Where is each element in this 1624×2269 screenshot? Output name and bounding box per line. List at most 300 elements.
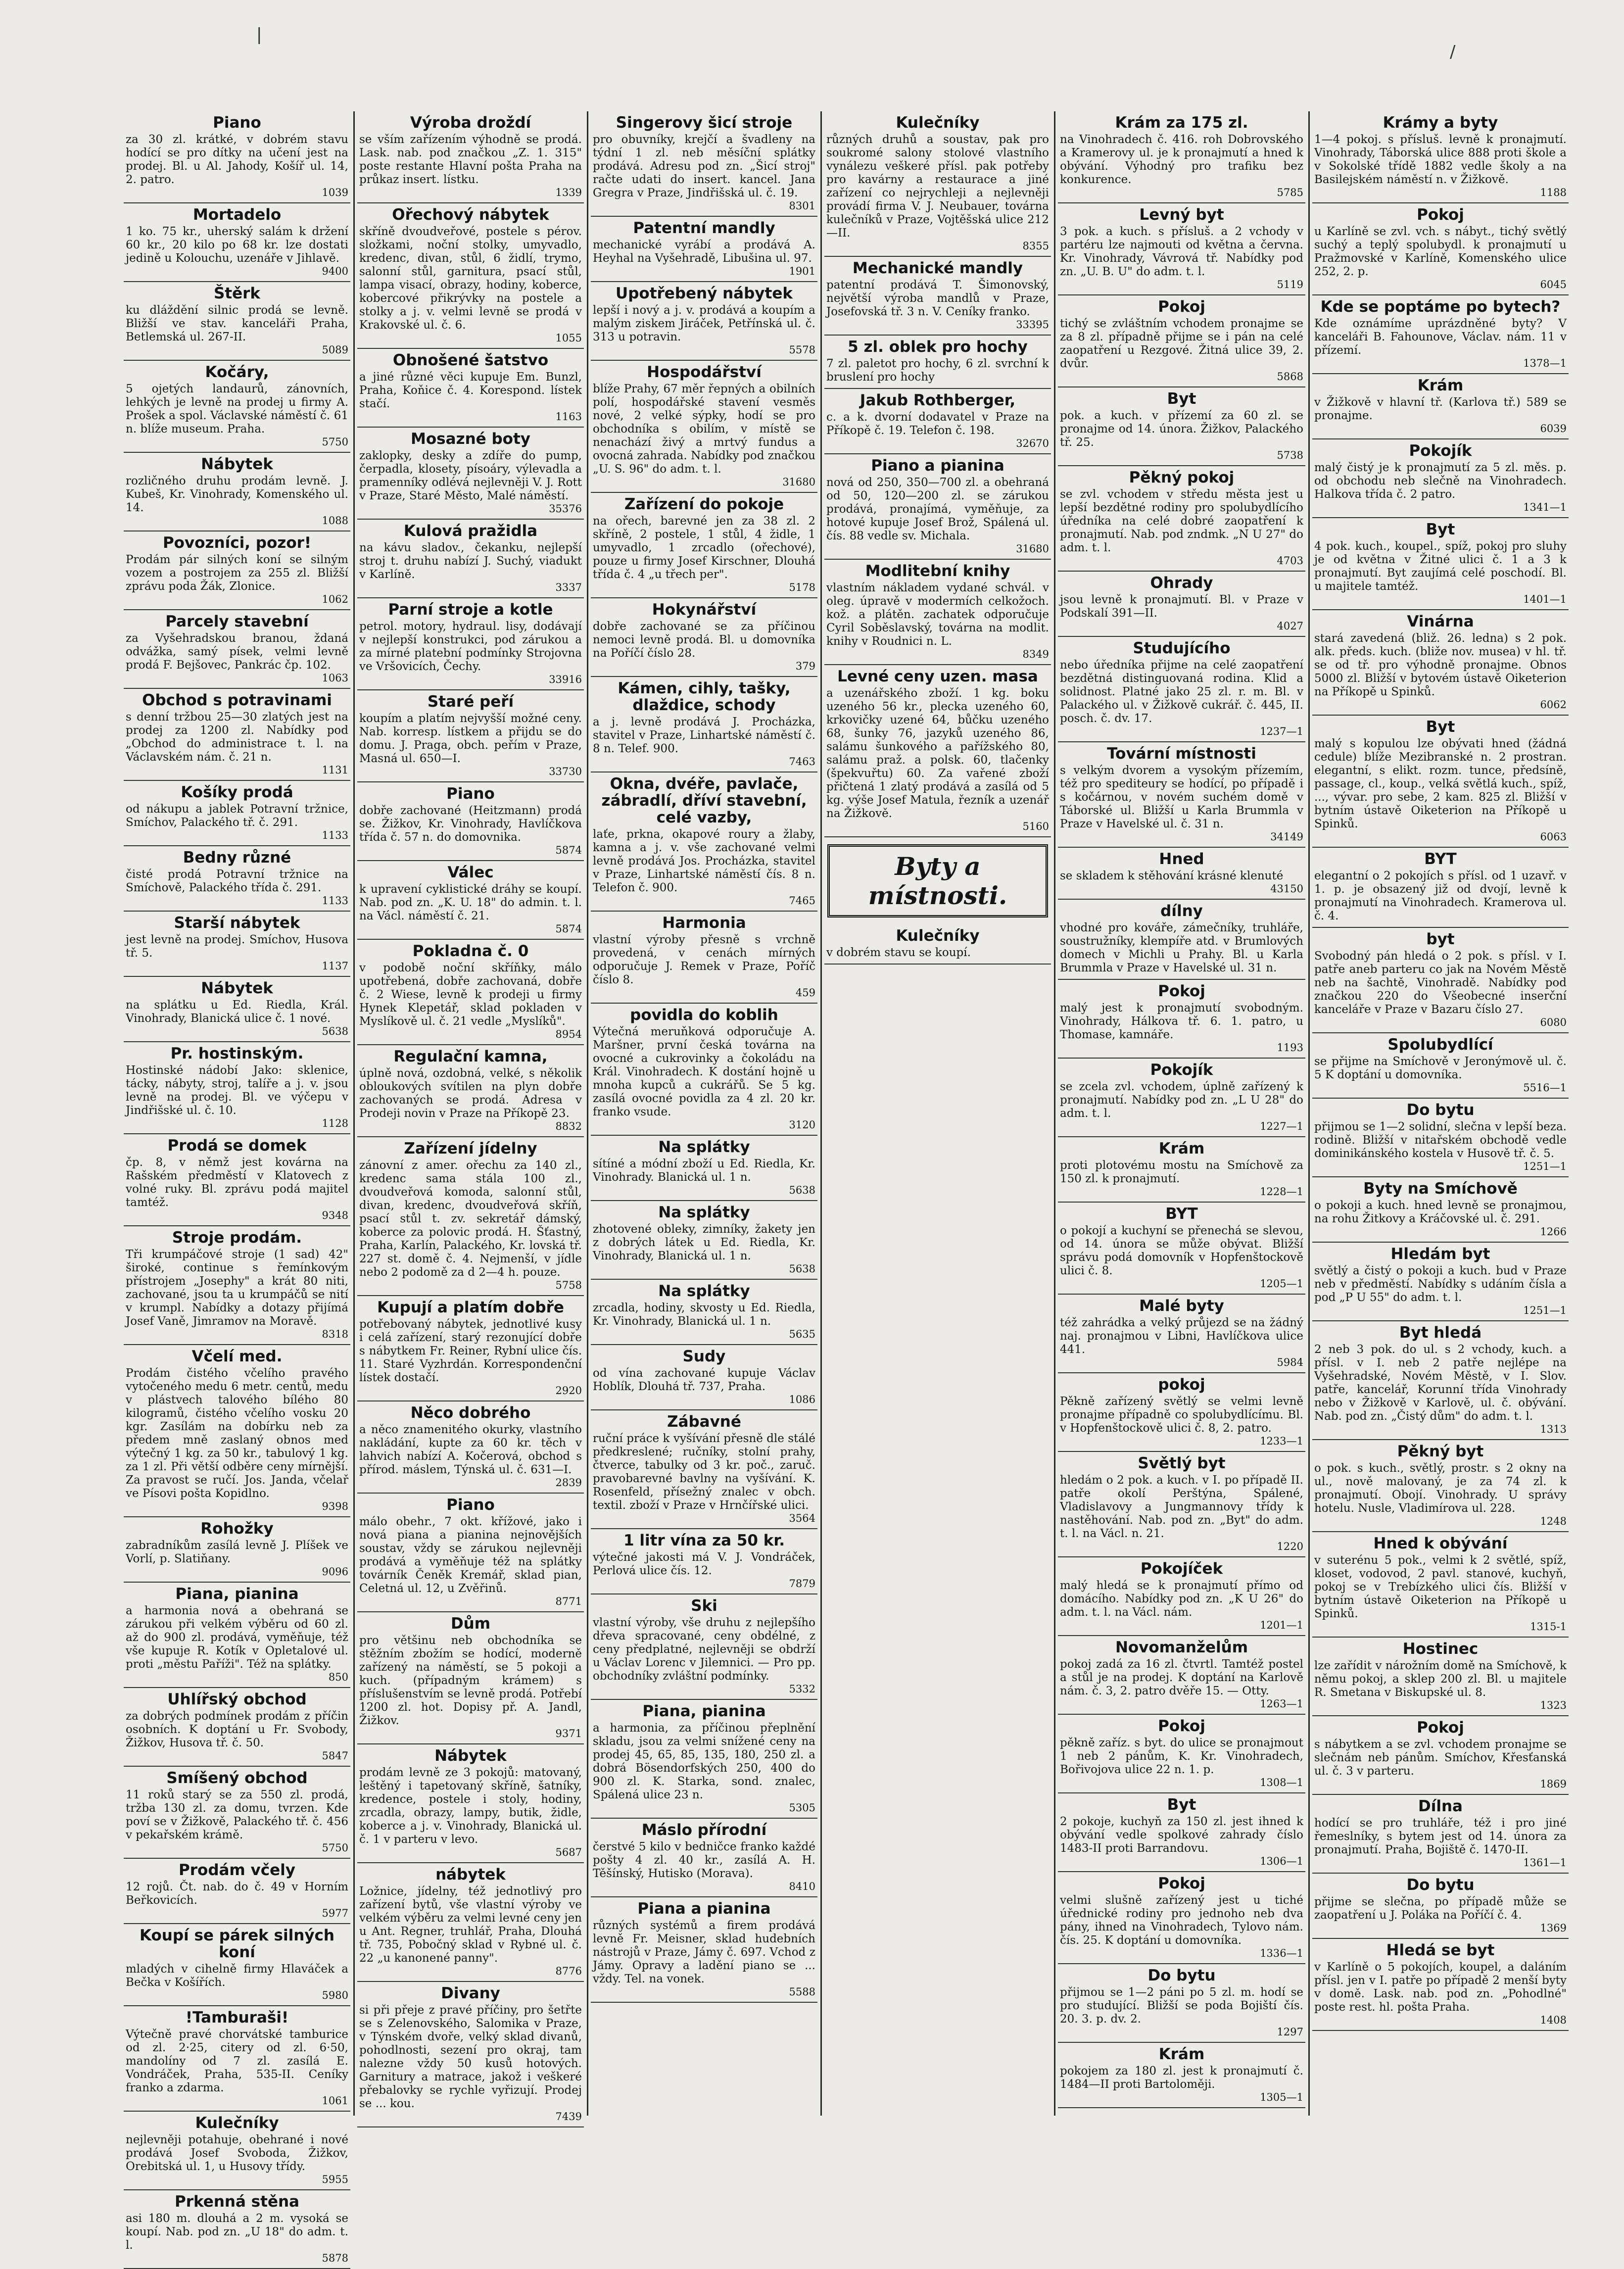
ad-text: hodící se pro truhláře, též i pro jiné řemeslníky, s bytem jest od 14. února za pronajmutí. Praha, Bojiště č. 1470-II. [1314, 1817, 1567, 1856]
column-rule [1054, 111, 1055, 2116]
ad-text: jsou levně k pronajmutí. Bl. v Praze v Podskalí 391—II. [1060, 593, 1303, 620]
classified-ad [1058, 1964, 1305, 2043]
ad-title: Byt [1426, 521, 1455, 538]
ad-text: 7 zl. paletot pro hochy, 6 zl. svrchní k bruslení pro hochy [826, 357, 1049, 384]
ad-text: se zcela zvl. vchodem, úplně zařízený k pronajmutí. Nabídky pod zn. „L U 28" do adm. t. l. [1060, 1080, 1303, 1120]
ad-title: Staré peří [427, 693, 514, 711]
ad-title: Smíšený obchod [166, 1769, 308, 1787]
classified-ad [1058, 742, 1305, 848]
ad-title: Pěkný pokoj [1129, 469, 1235, 486]
ad-text: na ořech, barevné jen za 38 zl. 2 skříně, 2 postele, 1 stůl, 4 židle, 1 umyvadlo, 1 zrcadlo (ořechové), pouze u firmy Josef Kirschner, Dlouhá třída č. 4 „u třech per". [593, 515, 815, 581]
classified-ad [357, 428, 584, 520]
ad-text: ruční práce k vyšívání přesně dle stálé předkreslené; ručníky, stolní prahy, čtverce, tabulky od 3 kr. poč., zaruč. pravobarevné bavlny na vyšívání. K. Rosenfeld, přísežný znalec v obch. textil. zboží v Praze v Hrnčířské ulici. [593, 1432, 815, 1512]
classified-ad [591, 772, 817, 912]
ad-title: Pokoj [1417, 1719, 1464, 1737]
ad-title: Levný byt [1139, 206, 1224, 224]
ad-text: Výtečná meruňková odporučuje A. Maršner, první česká továrna na ovocné a cukrovinky a čokoládu na Král. Vinohradech. K dostání hojně u mnoha kupců a cukrářů. Se 5 kg. zasílá ovocné povidla za 4 zl. 20 kr. franko vsude. [593, 1025, 815, 1118]
ad-text: asi 180 m. dlouhá a 2 m. vysoká se koupí. Nab. pod zn. „U 18" do adm. t. l. [126, 2212, 348, 2252]
ad-number: 1233—1 [1260, 1435, 1303, 1447]
ad-text: na kávu sladov., čekanku, nejlepší stroj t. druhu nabízí J. Suchý, viadukt v Karlíně. [359, 541, 582, 581]
ad-title: Bedny různé [183, 849, 291, 867]
ad-column-4 [824, 111, 1051, 2116]
ad-text: od nákupu a jablek Potravní tržnice, Smíchov, Palackého tř. č. 291. [126, 803, 348, 829]
ad-number: 35376 [549, 503, 582, 515]
ad-number: 1039 [322, 187, 348, 198]
ad-title: Upotřebený nábytek [616, 285, 793, 302]
ad-text: zaklopky, desky a zdíře do pump, čerpadla, klosety, písoáry, výlevadla a pramenníky odlévá nejlevněji V. J. Rott v Praze, Staré Město, Malé náměstí. [359, 449, 582, 502]
classified-ad [1058, 1203, 1305, 1295]
classified-ad [124, 1924, 350, 2006]
ad-number: 850 [328, 1671, 348, 1683]
ad-title: Košíky prodá [181, 783, 293, 801]
ad-title: Koupí se párek silných koní [140, 1927, 334, 1961]
ad-title: Piano [446, 1496, 495, 1514]
ad-number: 1901 [789, 265, 815, 277]
classified-ad [124, 282, 350, 361]
ad-text: čisté prodá Potravní tržnice na Smíchově, Palackého třída č. 291. [126, 868, 348, 894]
ad-text: světlý a čistý o pokoji a kuch. bud v Praze neb v předměstí. Nabídky s udáním čísla a pod „P U 55" do adm. t. l. [1314, 1264, 1567, 1304]
ad-text: výtečné jakosti má V. J. Vondráček, Perlová ulice čís. 12. [593, 1551, 815, 1577]
ad-title: Parcely stavební [165, 613, 309, 630]
ad-number: 1248 [1540, 1515, 1567, 1527]
ad-title: Máslo přírodní [641, 1821, 767, 1839]
ad-number: 31680 [1016, 543, 1049, 555]
classified-ad [1312, 1874, 1569, 1939]
ad-text: ku dláždění silnic prodá se levně. Bližší ve stav. kanceláři Praha, Betlemská ul. 267-II. [126, 304, 348, 343]
ad-title: Kde se poptáme po bytech? [1320, 298, 1561, 316]
ad-text: 12 rojů. Čt. nab. do č. 49 v Horním Beřkovicích. [126, 1881, 348, 1907]
ad-text: zánovní z amer. ořechu za 140 zl., kredenc sama stála 100 zl., dvoudveřová komoda, salonní stůl, divan, kredenc, dvoudveřová skříň, psací stůl t. zv. sekretář dámský, koberce za polovic prodá. H. Šťastný, Praha, Karlín, Palackého, Kr. lovská tř. 227 st. domě č. 4. Nejmenší, v jídle nebo 2 podomě za d 2—4 h. pouze. [359, 1159, 582, 1279]
ad-number: 6045 [1540, 279, 1567, 290]
ad-text: a j. levně prodává J. Procházka, stavitel v Praze, Linhartské náměstí č. 8 n. Telef. 900. [593, 716, 815, 755]
ad-title: Kulečníky [896, 927, 980, 945]
ad-text: a jiné různé věci kupuje Em. Bunzl, Praha, Koňice č. 4. Korespond. lístek stačí. [359, 371, 582, 410]
ad-title: Na splátky [658, 1204, 750, 1221]
classified-ad [824, 336, 1051, 389]
classified-ad [1058, 1059, 1305, 1137]
classified-ad [1312, 1243, 1569, 1321]
ad-title: Světlý byt [1138, 1454, 1226, 1472]
ad-number: 4703 [1277, 555, 1303, 567]
ad-number: 5868 [1277, 371, 1303, 383]
classified-ad [591, 1594, 817, 1700]
ad-text: 2 pokoje, kuchyň za 150 zl. jest ihned k obývání vedle spolkové zahrady číslo 1483-II proti Barrandovu. [1060, 1815, 1303, 1855]
ad-number: 8318 [322, 1328, 348, 1340]
classified-ad [591, 1280, 817, 1345]
ad-title: Byt [1167, 390, 1196, 408]
ad-title: Parní stroje a kotle [388, 601, 553, 619]
ad-number: 459 [795, 987, 815, 999]
ad-number: 1201—1 [1260, 1619, 1303, 1631]
ad-number: 31680 [782, 476, 815, 488]
classified-ad [591, 598, 817, 677]
ad-number: 1228—1 [1260, 1186, 1303, 1198]
ad-text: zhotovené obleky, zimníky, žakety jen z dobrých látek u Ed. Riedla, Kr. Vinohrady, Blanická ul. 1 n. [593, 1223, 815, 1262]
ad-text: 1 ko. 75 kr., uherský salám k držení 60 kr., 20 kilo po 68 kr. lze dostati jedině u Kolouchu, uzenáře v Jihlavě. [126, 225, 348, 265]
classified-ad [124, 1517, 350, 1583]
ad-number: 1339 [555, 187, 582, 198]
ad-title: Piano [213, 114, 261, 132]
classified-ad [1058, 1137, 1305, 1203]
ad-number: 5738 [1277, 449, 1303, 461]
ad-title: Nábytek [201, 979, 273, 997]
ad-text: s denní tržbou 25—30 zlatých jest na prodej za 1200 zl. Nabídky pod „Obchod do administrace t. l. na Václavském nám. č. 21 n. [126, 711, 348, 764]
classified-ad [124, 1226, 350, 1345]
ad-number: 1308—1 [1260, 1777, 1303, 1788]
ad-number: 1251—1 [1523, 1160, 1567, 1172]
classified-ad [124, 2006, 350, 2112]
ad-text: nejlevněji potahuje, obehrané i nové prodává Josef Svoboda, Žižkov, Orebitská ul. 1, u Husovy třídy. [126, 2133, 348, 2173]
column-rule [820, 111, 822, 2116]
ad-title: Pokoj [1158, 1717, 1205, 1735]
ad-number: 7463 [789, 756, 815, 768]
ad-text: nebo úředníka přijme na celé zaopatření bezdětná distinguovaná rodina. Klid a solidnost. Platné jako 25 zl. r. m. Bl. v Palackého ul. v Žižkově cukrář. č. 445, II. posch. č. dv. 17. [1060, 659, 1303, 725]
classified-ad [124, 2190, 350, 2269]
ad-title: 1 litr vína za 50 kr. [623, 1532, 785, 1549]
ad-title: Okna, dvéře, pavlače, zábradlí, dříví stavební, celé vazby, [601, 775, 807, 826]
ad-number: 8410 [789, 1881, 815, 1892]
ad-text: s nábytkem a se zvl. vchodem pronajme se slečnám neb pánům. Smíchov, Křesťanská ul. č. 3 v parteru. [1314, 1738, 1567, 1778]
ad-number: 5160 [1022, 821, 1049, 832]
classified-ad [357, 782, 584, 861]
ad-title: Do bytu [1147, 1967, 1216, 1984]
ad-title: Kulová pražidla [403, 522, 538, 540]
classified-ad [124, 689, 350, 781]
ad-title: Kulečníky [195, 2114, 279, 2132]
ad-text: vlastní výroby přesně s vrchně provedená, v cenách mírných odporučuje J. Remek v Praze, Poříč číslo 8. [593, 933, 815, 986]
ad-number: 5847 [322, 1750, 348, 1762]
ad-number: 1062 [322, 593, 348, 605]
classified-ad [824, 389, 1051, 454]
ad-text: za dobrých podmínek prodám z příčin osobních. K doptání u Fr. Svobody, Žižkov, Husova tř. č. 50. [126, 1710, 348, 1749]
ad-title: Byt hledá [1399, 1324, 1482, 1342]
ad-title: Jakub Rothberger, [860, 391, 1016, 409]
ad-text: tichý se zvláštním vchodem pronajme se za 8 zl. případně přijme se i pán na celé zaopatření u Rezgové. Žitná ulice 39, 2. dvůr. [1060, 317, 1303, 370]
ad-text: na splátku u Ed. Riedla, Král. Vinohrady, Blanická ulice č. 1 nové. [126, 999, 348, 1025]
ad-text: čp. 8, v němž jest kovárna na Rašském předměstí v Klatovech z volné ruky. Bl. zprávu podá majitel tamtéž. [126, 1156, 348, 1209]
ad-text: c. a k. dvorní dodavatel v Praze na Příkopě č. 19. Telefon č. 198. [826, 411, 1049, 437]
classified-ad [357, 520, 584, 598]
classified-ad [357, 1137, 584, 1296]
ad-text: zabradníkům zasílá levně J. Plíšek ve Vorlí, p. Slatiňany. [126, 1539, 348, 1565]
ad-title: Kulečníky [896, 114, 980, 132]
ad-text: vhodné pro kováře, zámečníky, truhláře, soustružníky, klempíře atd. v Brumlových domech v Michli u Prahy. Bl. u Karla Brummla v Praze v Havelské ul. 31 n. [1060, 921, 1303, 974]
ad-title: Dílna [1418, 1797, 1463, 1815]
classified-ad [1312, 1638, 1569, 1716]
classified-ad [1058, 1452, 1305, 1557]
classified-ad [1312, 1532, 1569, 1638]
classified-ad [357, 940, 584, 1045]
ad-column-2 [357, 111, 584, 2123]
ad-number: 6063 [1540, 831, 1567, 843]
ad-text: pokojem za 180 zl. jest k pronajmutí č. 1484—II proti Bartoloměji. [1060, 2065, 1303, 2091]
classified-ad [357, 1612, 584, 1744]
ad-text: patentní prodává T. Šimonovský, největší výroba mandlů v Praze, Josefovská tř. 3 n. V. Ceníky franko. [826, 279, 1049, 318]
ad-number: 5119 [1277, 279, 1303, 290]
ad-number: 1315-1 [1530, 1621, 1567, 1633]
ad-number: 1263—1 [1260, 1698, 1303, 1710]
ad-number: 1401—1 [1523, 593, 1567, 605]
classified-ad [124, 1859, 350, 1924]
ad-number: 5874 [555, 844, 582, 856]
classified-ad [124, 453, 350, 531]
classified-ad [124, 1042, 350, 1134]
ad-title: Krámy a byty [1383, 114, 1498, 132]
classified-ad [124, 203, 350, 282]
classified-ad [124, 912, 350, 977]
ad-number: 7439 [555, 2111, 582, 2123]
ad-text: pěkně zaříz. s byt. do ulice se pronajmout 1 neb 2 pánům, K. Kr. Vinohradech, Bořivojova ulice 22 n. 1. p. [1060, 1737, 1303, 1776]
ad-text: si při přeje z pravé příčiny, pro šetřte se s Zelenovského, Salomika v Praze, v Týnském dvoře, velký sklad divanů, pohodlnosti, sezení pro okraj, tam nalezne vždy 50 kusů hotových. Garnitury a matrace, jakož i veškeré přebalovky se rychle vyřizují. Prodej se ... kou. [359, 2004, 582, 2110]
classified-ad [591, 1819, 817, 1897]
ad-text: 3 pok. a kuch. s přísluš. a 2 vchody v partéru lze najmouti od května a června. Kr. Vinohrady, Vávrová tř. Nabídky pod zn. „U. B. U" do adm. t. l. [1060, 225, 1303, 278]
classified-ad [1058, 1373, 1305, 1452]
classified-ad [1312, 1321, 1569, 1440]
ad-number: 2920 [555, 1385, 582, 1397]
ad-title: Pr. hostinským. [170, 1045, 304, 1062]
ad-title: Prkenná stěna [175, 2193, 299, 2211]
ad-text: se skladem k stěhování krásné klenuté [1060, 869, 1284, 882]
ad-number: 5687 [555, 1846, 582, 1858]
ad-title: Krám za 175 zl. [1115, 114, 1248, 132]
ad-text: o pokoji a kuch. hned levně se pronajmou, na rohu Žitkovy a Kráčovské ul. č. 291. [1314, 1199, 1567, 1225]
ad-title: Tovární místnosti [1107, 745, 1256, 763]
ad-number: 1086 [789, 1394, 815, 1405]
classified-ad [124, 2112, 350, 2190]
ad-title: nábytek [435, 1866, 506, 1883]
ad-title: Starší nábytek [174, 914, 300, 932]
ad-text: potřebovaný nábytek, jednotlivé kusy i celá zařízení, starý rezonující dobře s nábytkem Fr. Reiner, Rybní ulice čís. 11. Staré Vyzhrdán. Korrespondenční lístek dostačí. [359, 1318, 582, 1384]
ad-text: a něco znamenitého okurky, vlastního nakládání, kupte za 60 kr. těch v lahvich nabízí A. Kočerová, obchod s přírod. máslem, Týnská ul. č. 631—I. [359, 1423, 582, 1476]
ad-number: 9398 [322, 1500, 348, 1512]
ad-number: 5516—1 [1523, 1082, 1567, 1094]
ad-text: za 30 zl. krátké, v dobrém stavu hodící se pro dítky na učení jest na prodej. Bl. u Al. Jahody, Košíř ul. 14, 2. patro. [126, 133, 348, 186]
ad-title: Malé byty [1139, 1297, 1224, 1315]
classified-ad [1312, 1716, 1569, 1795]
ad-title: Stroje prodám. [172, 1229, 302, 1247]
newspaper-page [124, 25, 1569, 2264]
ad-title: Studujícího [1133, 639, 1231, 657]
classified-ad [1058, 203, 1305, 295]
ad-text: u Karlíně se zvl. vch. s nábyt., tichý světlý suchý a teplý spolubydl. k pronajmutí u Pražmovské v Karlíně, Komenského ulice 252, 2. p. [1314, 225, 1567, 278]
classified-ad [824, 665, 1051, 837]
ad-number: 5874 [555, 923, 582, 935]
ad-title: Rohožky [200, 1520, 274, 1538]
ad-title: Hokynářství [652, 601, 757, 619]
ad-number: 5588 [789, 1986, 815, 1998]
ad-title: Novomanželům [1115, 1639, 1248, 1656]
ad-text: 4 pok. kuch., koupel., spíž, pokoj pro sluhy je od května v Žitné ulici č. 1 a 3 k pronajmutí. Byt zaujímá celé poschodí. Bl. u majitele tamtéž. [1314, 540, 1567, 593]
ad-text: nová od 250, 350—700 zl. a obehraná od 50, 120—200 zl. se zárukou prodává, pronajímá, vyměňuje, za hotové kupuje Josef Brož, Spálená ul. čís. 88 vedle sv. Michala. [826, 476, 1049, 542]
ad-title: dílny [1160, 902, 1203, 920]
ad-number: 8954 [555, 1028, 582, 1040]
ad-number: 8771 [555, 1595, 582, 1607]
ad-text: málo obehr., 7 okt. křížové, jako i nová piana a pianina nejnovějších soustav, vždy se zárukou nejlevněji prodává a vyměňuje též na splátky továrník Čeněk Kremář, sklad pian, Celetná ul. 12, u Zvěřinů. [359, 1515, 582, 1595]
ad-title: Uhlířský obchod [167, 1690, 307, 1708]
column-rule [587, 111, 588, 2116]
classified-ad [1058, 2043, 1305, 2108]
ad-title: Zábavné [667, 1413, 741, 1431]
ad-text: dobře zachované (Heitzmann) prodá se. Žižkov, Kr. Vinohrady, Havlíčkova třída č. 57 n. do domovnika. [359, 804, 582, 844]
classified-ad [124, 1134, 350, 1226]
classified-ad [357, 349, 584, 428]
classified-ad [824, 560, 1051, 665]
ad-number: 1137 [322, 960, 348, 972]
ad-number: 5178 [789, 581, 815, 593]
ad-title: Zařízení do pokoje [624, 495, 784, 513]
ad-text: blíže Prahy, 67 měr řepných a obilních polí, hospodářské stavení vesměs nové, 2 velké sýpky, hodí se pro obchodníka s obilím, v místě se nenachází živý a mrtvý fundus a ovocná zahrada. Nabídky pod značkou „U. S. 96" do adm. t. l. [593, 383, 815, 476]
ad-number: 1266 [1540, 1226, 1567, 1238]
ad-title: Krám [1158, 2045, 1205, 2063]
ad-number: 3337 [555, 581, 582, 593]
ad-title: Pěkný byt [1397, 1443, 1484, 1460]
classified-ad [357, 861, 584, 940]
ad-text: rozličného druhu prodám levně. J. Kubeš, Kr. Vinohrady, Komenského ul. 14. [126, 475, 348, 514]
ad-title: byt [1426, 930, 1455, 948]
ad-number: 1408 [1540, 2014, 1567, 2026]
ad-title: Byty na Smíchově [1363, 1180, 1518, 1198]
classified-ad [1058, 387, 1305, 466]
ad-title: Obchod s potravinami [142, 691, 332, 709]
classified-ad [591, 361, 817, 493]
ad-number: 1133 [322, 829, 348, 841]
classified-ad [591, 493, 817, 598]
classified-ad [124, 610, 350, 689]
ad-title: Pokoj [1417, 206, 1464, 224]
classified-ad [1058, 1715, 1305, 1793]
ad-number: 5638 [789, 1184, 815, 1196]
ad-title: Hostinec [1402, 1640, 1479, 1658]
classified-ad [1312, 610, 1569, 716]
ad-text: přijmou se 1—2 páni po 5 zl. m. hodí se pro studující. Bližší se poda Bojiští čís. 20. 3. p. dv. 2. [1060, 1986, 1303, 2026]
ad-text: lepší i nový a j. v. prodává a koupím a malým ziskem Jiráček, Petřínská ul. č. 313 u potravin. [593, 304, 815, 343]
ad-title: Obnošené šatstvo [392, 351, 549, 369]
ad-text: vlastní výroby, vše druhu z nejlepšího dřeva spracované, ceny obdélné, z ceny předplatné, nejlevněji se obdrží u Václav Lorenc v Jilemnici. — Pro pp. obchodníky zvláštní podmínky. [593, 1616, 815, 1683]
ad-title: Pokladna č. 0 [412, 942, 529, 960]
ad-number: 1378—1 [1523, 357, 1567, 369]
ad-number: 8349 [1022, 648, 1049, 660]
ad-title: Pokoj [1158, 982, 1205, 1000]
ad-number: 1306—1 [1260, 1855, 1303, 1867]
classified-ad [824, 257, 1051, 336]
classified-ad [1312, 716, 1569, 848]
ad-title: 5 zl. oblek pro hochy [848, 338, 1028, 356]
ad-number: 1361—1 [1523, 1857, 1567, 1869]
ad-title: Hned k obývání [1373, 1535, 1508, 1552]
classified-ad [1058, 111, 1305, 203]
classified-ad [124, 361, 350, 453]
ad-title: Zařízení jídelny [404, 1140, 537, 1158]
ad-text: malý s kopulou lze obývati hned (žádná cedule) blíže Mezibranské n. 2 prostran. elegantní, s elikt. rozm. tunce, předsíně, passage, cl., koup., velká světlá kuch., spíž, ..., vývar. pro sebe, 2 kam. 825 zl. Bližší v bytním ústavě Oiketerion na Příkopě u Spinků. [1314, 737, 1567, 830]
ad-text: elegantní o 2 pokojích s přísl. od 1 uzavř. v 1. p. je obsazený již od dvojí, levně k pronajmutí na Vinohradech. Kramerova ul. č. 4. [1314, 869, 1567, 922]
ad-number: 5984 [1277, 1356, 1303, 1368]
ad-number: 3120 [789, 1119, 815, 1131]
ad-number: 1205—1 [1260, 1278, 1303, 1290]
classified-ad [591, 282, 817, 361]
ad-title: BYT [1424, 850, 1457, 868]
classified-ad [357, 1982, 584, 2127]
classified-ad [1058, 1636, 1305, 1715]
ad-number: 5878 [322, 2252, 348, 2264]
ad-number: 8832 [555, 1120, 582, 1132]
classified-ad [124, 1688, 350, 1767]
ad-title: Něco dobrého [410, 1404, 531, 1422]
ad-title: Kupují a platím dobře [377, 1299, 564, 1316]
ad-text: v Karlíně o 5 pokojích, koupel, a daláním přísl. jen v I. patře po případě 2 menší byty v domě. Lask. nab. pod zn. „Pohodlné" poste rest. hl. pošta Praha. [1314, 1961, 1567, 2014]
ad-text: Svobodný pán hledá o 2 pok. s přísl. v I. patře aneb parteru co jak na Novém Městě neb na šachtě, Vinohradě. Nabídky pod značkou 220 do Všeobecné inserční kanceláře v Praze v Bazaru číslo 27. [1314, 950, 1567, 1016]
ad-title: Hned [1159, 850, 1204, 868]
ad-number: 5635 [789, 1328, 815, 1340]
ad-title: Singerovy šicí stroje [616, 114, 793, 132]
ad-title: Divany [441, 1984, 500, 2002]
classified-ad [1058, 1557, 1305, 1636]
ad-text: dobře zachované se za příčinou nemoci levně prodá. Bl. u domovníka na Poříčí číslo 28. [593, 620, 815, 660]
ad-number: 33730 [549, 766, 582, 777]
ad-text: Prodám čistého včelího pravého vytočeného medu 6 metr. centů, medu v plástvech talového bílého 80 kilogramů, čistého včelího vosku 20 kgr. Zasílám na dobírku neb za předem mně zaslaný obnos med výtečný 1 kg. za 50 kr., tabulový 1 kg. za 1 zl. Při větší odběre ceny mírnější. Za pravost se ručí. Jos. Janda, včelař ve Písovi pošta Kopidlno. [126, 1367, 348, 1500]
ad-title: Sudy [682, 1348, 726, 1365]
ad-title: Vinárna [1407, 613, 1474, 630]
ad-title: Piana, pianina [642, 1702, 766, 1720]
ad-text: sítíné a módní zboží u Ed. Riedla, Kr. Vinohrady. Blanická ul. 1 n. [593, 1158, 815, 1184]
classified-ad [124, 977, 350, 1042]
ad-title: Hledá se byt [1386, 1941, 1495, 1959]
ad-number: 7465 [789, 895, 815, 907]
ad-title: Piana, pianina [175, 1585, 299, 1603]
ad-number: 5758 [555, 1279, 582, 1291]
ad-text: za Vyšehradskou branou, ždaná odvážka, samý písek, velmi levně prodá F. Bejšovec, Pankrác čp. 102. [126, 632, 348, 672]
classified-ad [124, 1345, 350, 1517]
ad-column-6 [1312, 111, 1569, 2116]
ad-title: Štěrk [213, 285, 261, 302]
classified-ad [124, 781, 350, 846]
ad-number: 1063 [322, 672, 348, 684]
ad-column-5 [1058, 111, 1305, 2116]
classified-ad [1312, 1939, 1569, 2031]
ad-title: Výroba droždí [410, 114, 531, 132]
ad-text: petrol. motory, hydraul. lisy, dodávají v nejlepší konstrukci, pod zárukou a za mírné platební podmínky Strojovna ve Vršovicích, Čechy. [359, 620, 582, 673]
ad-number: 1251—1 [1523, 1304, 1567, 1316]
ad-number: 1869 [1540, 1778, 1567, 1790]
ad-number: 33395 [1016, 319, 1049, 331]
ad-number: 5750 [322, 436, 348, 448]
ad-text: laťe, prkna, okapové roury a žlaby, kamna a j. v. vše zachované velmi levně prodává Jos. Procházka, stavitel v Praze, Linhartské náměstí čís. 8 n. Telefon č. 900. [593, 828, 815, 894]
ad-number: 1237—1 [1260, 725, 1303, 737]
ad-title: Pokojík [1150, 1061, 1213, 1079]
ad-text: 5 ojetých landaurů, zánovních, lehkých je levně na prodej u firmy A. Prošek a spol. Václavské náměstí č. 61 n. blíže museum. Praha. [126, 383, 348, 435]
classified-ad [591, 1410, 817, 1529]
classified-ad [1058, 1872, 1305, 1964]
column-rule [353, 111, 355, 2116]
ad-number: 1323 [1540, 1699, 1567, 1711]
ad-number: 43150 [1270, 883, 1303, 895]
ad-number: 5785 [1277, 187, 1303, 198]
ad-text: se přijme na Smíchově v Jeronýmově ul. č. 5 K doptání u domovníka. [1314, 1055, 1567, 1081]
ad-text: o pokojí a kuchyní se přenechá se slevou, od 14. února se může obývat. Bližší správu podá domovník v Hopfenštockově ulici č. 8. [1060, 1224, 1303, 1277]
ad-text: v Žižkově v hlavní tř. (Karlova tř.) 589 se pronajme. [1314, 396, 1567, 422]
ad-title: Regulační kamna, [393, 1048, 548, 1065]
ad-number: 1055 [555, 332, 582, 344]
classified-ad [591, 217, 817, 282]
ad-title: Piano [446, 785, 495, 803]
ad-number: 9096 [322, 1566, 348, 1578]
ad-title: Patentní mandly [633, 219, 775, 237]
ad-title: Mortadelo [192, 206, 282, 224]
classified-ad [1058, 466, 1305, 572]
ad-title: Krám [1158, 1140, 1205, 1158]
ad-text: Tři krumpáčové stroje (1 sad) 42" široké, continue s řemínkovým přístrojem „Josephy" a krát 80 niti, zachované, jsou ta u krumpáčů se nití v krumpl. Nabídky a dotazy přijímá Josef Vaně, Jimramov na Moravě. [126, 1248, 348, 1328]
classified-ad [591, 111, 817, 217]
classified-ad [124, 846, 350, 912]
